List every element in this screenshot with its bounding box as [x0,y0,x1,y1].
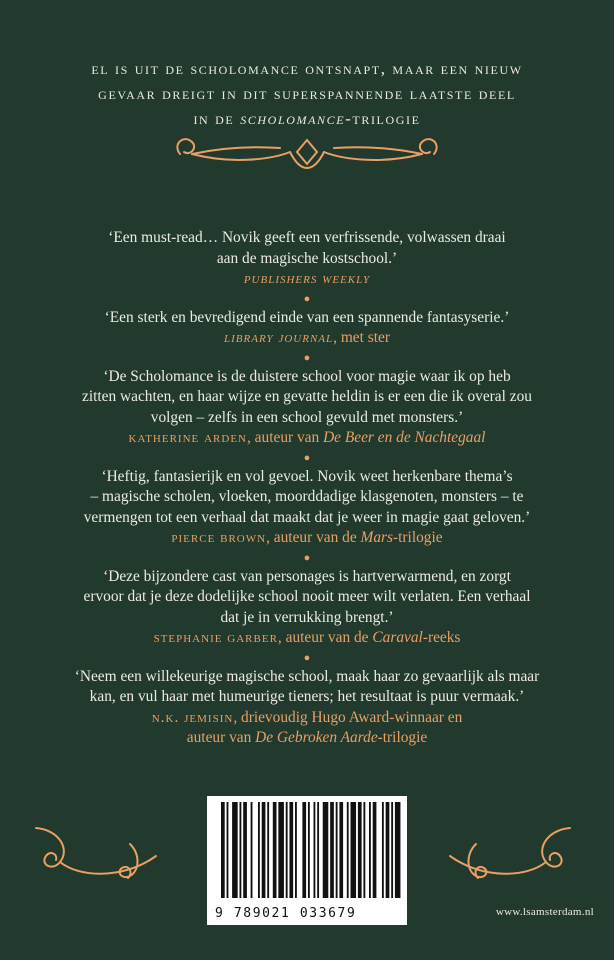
review-quote [40,308,574,349]
quote-line: ervoor dat je deze dodelijke school nooit meer wilt verlaten. Een verhaal [83,588,531,605]
quote-attribution [40,428,574,449]
quote-line: ‘Deze bijzondere cast van personages is hartverwarmend, en zorgt [103,567,511,585]
book-title: Caraval [372,629,423,646]
quote-line: dat je in verrukking brengt.’ [220,608,394,626]
attribution-text: -reeks [422,629,461,646]
quote-attribution [40,708,574,749]
quote-line: aan de magische kostschool.’ [216,249,398,267]
review-quote [40,667,574,749]
review-quotes [40,228,574,749]
quote-attribution [40,328,574,349]
quote-source: publishers weekly [243,270,371,287]
review-quote [40,367,574,449]
swirl-left-icon [30,820,162,890]
quote-attribution [40,528,574,549]
flourish-divider-icon [170,130,444,174]
attribution-text: -trilogie [377,729,428,746]
book-title: Mars [360,529,394,546]
quote-attribution [40,269,574,290]
review-quote [40,467,574,549]
review-quote [40,567,574,649]
quote-line: ‘Neem een willekeurige magische school, maak haar zo gevaarlijk als maar [74,667,540,685]
quote-source: pierce brown [171,529,267,546]
tagline-line-2: gevaar dreigt in dit superspannende laatste deel [98,84,516,103]
tagline-line-1: el is uit de scholomance ontsnapt, maar een nieuw [91,59,523,78]
book-title: De Beer en de Nachtegaal [323,429,486,446]
quote-source: katherine arden [128,429,247,446]
attribution-text: , auteur van de [266,529,361,546]
book-title: De Gebroken Aarde [255,729,378,746]
attribution-text: , auteur van de [277,629,373,646]
attribution-text: , drievoudig Hugo Award-winnaar en [233,708,463,726]
quote-source: stephanie garber [153,629,278,646]
quote-line: volgen – zelfs in een school gevuld met monsters.’ [150,408,464,426]
bullet-divider-icon: ● [303,651,311,664]
quote-line: vermengen tot een verhaal dat maakt dat je weer in magie gaat geloven.’ [83,508,531,526]
attribution-text: -trilogie [393,529,443,546]
bullet-divider-icon: ● [303,351,311,364]
quote-line: kan, en vul haar met humeurige tieners; het resultaat is puur vermaak.’ [89,688,525,705]
quote-source: library journal [224,329,334,346]
attribution-text: , auteur van [246,429,324,446]
bullet-divider-icon: ● [303,292,311,305]
attribution-text: auteur van [186,729,256,746]
quote-attribution [40,628,574,649]
quote-line: zitten wachten, en haar wijze en gevatte heldin is er een die ik overal zou [82,388,532,405]
isbn-barcode [207,796,407,925]
quote-line: ‘Een sterk en bevredigend einde van een spannende fantasyserie.’ [104,308,510,326]
quote-source: n.k. jemisin [151,708,234,726]
tagline [20,56,594,131]
bullet-divider-icon: ● [303,451,311,464]
publisher-url[interactable]: www.lsamsterdam.nl [495,906,594,918]
quote-line: ‘De Scholomance is de duisterе school voor magie waar ik op heb [103,367,511,385]
quote-line: – magische scholen, vloeken, moorddadige klasgenoten, monsters – te [90,488,524,505]
barcode-bars [207,796,407,904]
tagline-line-3: in de scholomance-trilogie [193,109,421,128]
review-quote [40,228,574,290]
attribution-text: , met ster [333,329,390,346]
series-title: scholomance [240,109,346,128]
quote-line: ‘Een must-read… Novik geeft een verfrissende, volwassen draai [108,229,506,246]
isbn-digits: 9 789021 033679 [215,906,357,921]
swirl-right-icon [444,820,576,890]
bullet-divider-icon: ● [303,551,311,564]
quote-line: ‘Heftig, fantasierijk en vol gevoel. Novik weet herkenbare thema’s [101,467,513,485]
